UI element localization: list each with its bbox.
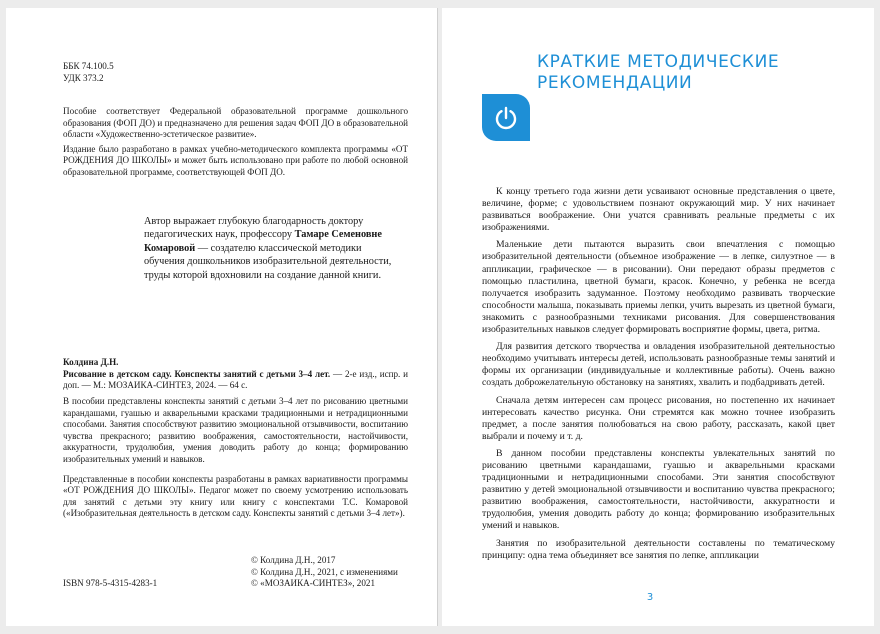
left-page	[6, 8, 438, 626]
biblio-title: Рисование в детском саду. Конспекты занятий с детьми 3–4 лет.	[63, 368, 331, 379]
body-paragraph: В данном пособии представлены конспекты увлекательных занятий по рисованию цветными карандашами, гуашью и акварельными красками традиционными и нетрадиционными способами. Эти занятия способствуют развитию у детей эмоциональной отзывчивости и воспитанию чувства прекрасного; развитию воображения, самостоятельности, настойчивости, аккуратности и трудолюбия, умения доводить работу до конца; формированию изобразительных умений и навыков.	[482, 447, 835, 532]
annotation-paragraph: Представленные в пособии конспекты разработаны в рамках вариативности программы «ОТ РОЖДЕНИЯ ДО ШКОЛЫ». Педагог может по своему усмотрению использовать для занятий с детьми эту книгу или книгу с конспектами Т.С. Комаровой («Изобразительная деятельность в детском саду. Конспекты занятий с детьми 3–4 лет»).	[63, 473, 408, 519]
annotation-paragraph: В пособии представлены конспекты занятий с детьми 3–4 лет по рисованию цветными карандашами, гуашью и акварельными красками традиционными и нетрадиционными способами. Занятия способствуют развитию эмоциональной отзывчивости, воспитанию чувства прекрасного; развитию воображения, самостоятельности, настойчивости, аккуратности, трудолюбия, умения доводить работу до конца; формированию изобразительных умений и навыков.	[63, 396, 408, 464]
acknowledgement-text-end: — создателю классической методики обучения дошкольников изобразительной деятельности, труды которой вдохновили на создание данной книги.	[144, 242, 392, 281]
acknowledgement	[144, 215, 404, 282]
annotation	[63, 396, 408, 528]
heading-line: КРАТКИЕ МЕТОДИЧЕСКИЕ	[537, 52, 780, 72]
bbk-code: ББК 74.100.5	[63, 61, 114, 71]
isbn: ISBN 978-5-4315-4283-1	[63, 578, 158, 588]
article-body	[482, 186, 835, 567]
biblio-details: — 2-е изд., испр. и доп. — М.: МОЗАИКА-СИНТЕЗ, 2024. — 64 с.	[63, 368, 408, 391]
copyright-line: © Колдина Д.Н., 2017	[251, 555, 336, 565]
bibliographic-record	[63, 357, 408, 392]
heading-line: РЕКОМЕНДАЦИИ	[537, 72, 693, 93]
acknowledgement-name: Тамаре Семеновне Комаровой	[144, 229, 382, 254]
udk-code: УДК 373.2	[63, 72, 104, 83]
body-paragraph: Для развития детского творчества и овладения изобразительной деятельностью необходимо учитывать интересы детей, использовать разнообразные темы занятий и формы их организации (индивидуальные и коллективные работы). Очень важно создать доброжелательную обстановку на занятиях, хвалить и подбадривать детей.	[482, 341, 835, 389]
body-paragraph: Занятия по изобразительной деятельности составлены по тематическому принципу: одна тема объединяет все занятия по лепке, аппликации	[482, 537, 835, 561]
page-number: 3	[646, 592, 654, 603]
copyright-line: © Колдина Д.Н., 2021, с изменениями	[251, 566, 398, 577]
classification-block	[63, 61, 263, 84]
copyright-line: © «МОЗАИКА-СИНТЕЗ», 2021	[251, 578, 375, 589]
power-icon	[482, 94, 530, 141]
intro-notes	[63, 106, 408, 182]
intro-paragraph: Издание было разработано в рамках учебно-методического комплекта программы «ОТ РОЖДЕНИЯ ДО ШКОЛЫ» и может быть использовано при работе по любой основной образовательной программе, соответствующей ФОП ДО.	[63, 143, 408, 177]
body-paragraph: К концу третьего года жизни дети усваивают основные представления о цвете, величине, форме; с удовольствием познают окружающий мир. У них начинает развиваться воображение. Они учатся сравнивать реальные предметы с их изображениями.	[482, 186, 835, 234]
biblio-author: Колдина Д.Н.	[63, 357, 119, 367]
right-page	[442, 8, 874, 626]
copyright-block	[251, 555, 431, 590]
body-paragraph: Сначала детям интересен сам процесс рисования, но постепенно их начинает интересовать качество рисунка. Они стремятся как можно точнее изобразить предмет, а после занятия полюбоваться на свою работу, рассказать, какой цвет выбрали и почему и т. д.	[482, 394, 835, 442]
acknowledgement-text: Автор выражает глубокую благодарность доктору педагогических наук, профессору	[144, 216, 364, 241]
intro-paragraph: Пособие соответствует Федеральной образовательной программе дошкольного образования (ФОП ДО) и предназначено для решения задач ФОП ДО в образовательной области «Художественно-эстетическое развитие».	[63, 106, 408, 140]
section-heading	[537, 52, 857, 93]
body-paragraph: Маленькие дети пытаются выразить свои впечатления с помощью изобразительной деятельности (объемное изображение — в лепке, силуэтное — в аппликации, графическое — в рисовании). Они передают образы предметов с помощью пластилина, цветной бумаги, красок. Конечно, у ребенка не всегда получается изобразить задуманное. Поэтому необходимо развивать творческие способности малыша, показывать приемы лепки, учить вырезать из цветной бумаги, знакомить с разнообразными техниками рисования. Для совершенствования изобразительных навыков следует формировать восприятие формы, цвета, ритма.	[482, 239, 835, 336]
